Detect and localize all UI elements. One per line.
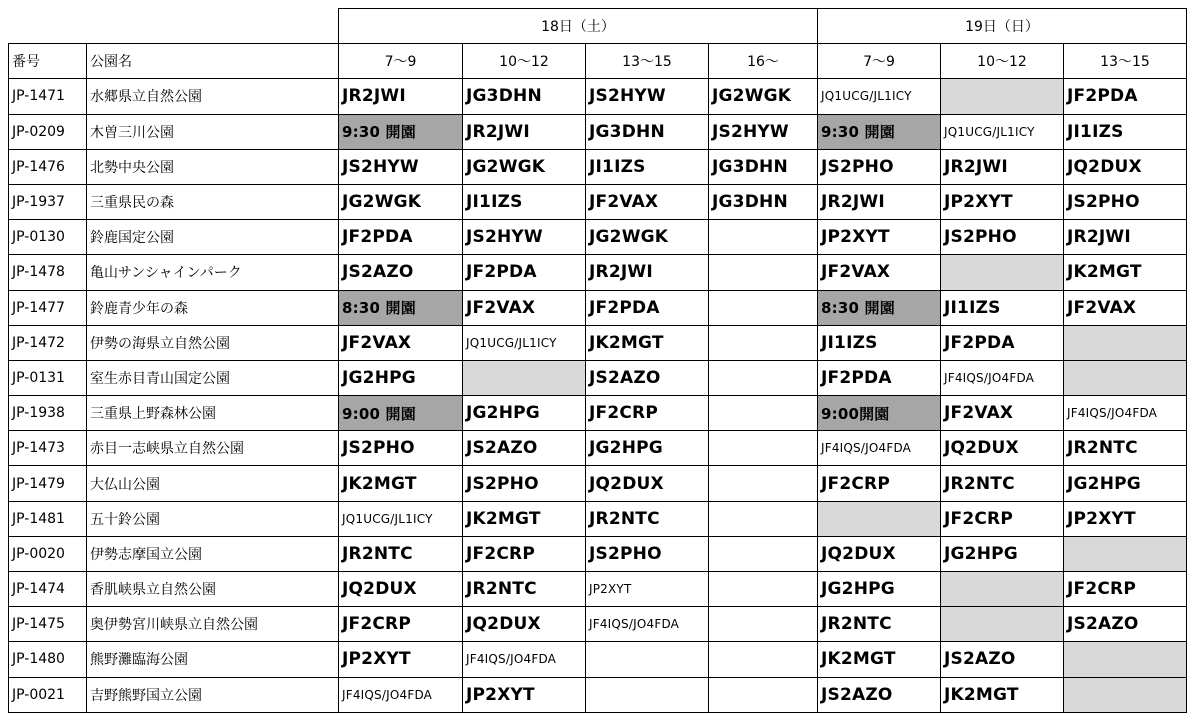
table-row <box>9 677 1187 712</box>
slot-header: 7〜9 <box>339 44 463 79</box>
unavailable-slot-cell <box>941 255 1064 290</box>
operator-callsign-cell: JF4IQS/JO4FDA <box>818 431 941 466</box>
opening-time-cell: 9:00開園 <box>818 396 941 431</box>
slot-header: 7〜9 <box>818 44 941 79</box>
operator-callsign-cell: JS2HYW <box>339 149 463 184</box>
table-row <box>9 572 1187 607</box>
table-row <box>9 536 1187 571</box>
table-row <box>9 325 1187 360</box>
operator-callsign-cell: JR2JWI <box>463 114 586 149</box>
operator-callsign-cell: JS2AZO <box>818 677 941 712</box>
park-number-cell: JP-1477 <box>9 290 87 325</box>
operator-callsign-cell: JP2XYT <box>1064 501 1187 536</box>
operator-callsign-cell: JF2VAX <box>1064 290 1187 325</box>
operator-callsign-cell: JF2PDA <box>1064 79 1187 114</box>
operator-callsign-cell: JF2PDA <box>941 325 1064 360</box>
unavailable-slot-cell <box>941 607 1064 642</box>
operator-callsign-cell: JR2NTC <box>586 501 709 536</box>
park-name-cell: 鈴鹿青少年の森 <box>87 290 339 325</box>
park-name-cell: 三重県民の森 <box>87 184 339 219</box>
empty-slot-cell <box>709 255 818 290</box>
park-name-cell: 赤目一志峡県立自然公園 <box>87 431 339 466</box>
park-number-cell: JP-1472 <box>9 325 87 360</box>
park-number-cell: JP-1475 <box>9 607 87 642</box>
operator-callsign-cell: JF2CRP <box>586 396 709 431</box>
operator-callsign-cell: JP2XYT <box>339 642 463 677</box>
operator-callsign-cell: JG2HPG <box>818 572 941 607</box>
park-number-cell: JP-0021 <box>9 677 87 712</box>
operator-callsign-cell: JG2WGK <box>463 149 586 184</box>
operator-callsign-cell: JS2AZO <box>586 360 709 395</box>
park-number-cell: JP-1471 <box>9 79 87 114</box>
operator-callsign-cell: JI1IZS <box>463 184 586 219</box>
operator-callsign-cell: JS2AZO <box>339 255 463 290</box>
park-number-cell: JP-0020 <box>9 536 87 571</box>
park-name-cell: 香肌峡県立自然公園 <box>87 572 339 607</box>
operator-callsign-cell: JQ1UCG/JL1ICY <box>339 501 463 536</box>
table-row <box>9 396 1187 431</box>
table-row <box>9 607 1187 642</box>
operator-callsign-cell: JF2CRP <box>339 607 463 642</box>
operator-callsign-cell: JF4IQS/JO4FDA <box>941 360 1064 395</box>
operator-callsign-cell: JS2PHO <box>818 149 941 184</box>
operator-callsign-cell: JK2MGT <box>463 501 586 536</box>
operator-callsign-cell: JG2HPG <box>941 536 1064 571</box>
operator-callsign-cell: JS2PHO <box>339 431 463 466</box>
park-name-cell: 五十鈴公園 <box>87 501 339 536</box>
slot-header-row <box>9 44 1187 79</box>
operator-callsign-cell: JI1IZS <box>1064 114 1187 149</box>
empty-slot-cell <box>709 607 818 642</box>
empty-slot-cell <box>709 536 818 571</box>
table-row <box>9 220 1187 255</box>
operator-callsign-cell: JF2VAX <box>463 290 586 325</box>
operator-callsign-cell: JS2PHO <box>1064 184 1187 219</box>
operator-callsign-cell: JG2HPG <box>586 431 709 466</box>
operator-callsign-cell: JG3DHN <box>586 114 709 149</box>
table-row <box>9 255 1187 290</box>
operator-callsign-cell: JF2VAX <box>941 396 1064 431</box>
unavailable-slot-cell <box>1064 360 1187 395</box>
operator-callsign-cell: JI1IZS <box>586 149 709 184</box>
operator-callsign-cell: JF2CRP <box>463 536 586 571</box>
operator-callsign-cell: JQ1UCG/JL1ICY <box>941 114 1064 149</box>
operator-callsign-cell: JF4IQS/JO4FDA <box>463 642 586 677</box>
operator-callsign-cell: JP2XYT <box>941 184 1064 219</box>
operator-callsign-cell: JF2CRP <box>1064 572 1187 607</box>
operator-callsign-cell: JK2MGT <box>339 466 463 501</box>
operator-callsign-cell: JR2NTC <box>1064 431 1187 466</box>
empty-slot-cell <box>709 642 818 677</box>
operator-callsign-cell: JK2MGT <box>818 642 941 677</box>
empty-slot-cell <box>586 677 709 712</box>
park-number-cell: JP-1473 <box>9 431 87 466</box>
operator-callsign-cell: JQ2DUX <box>463 607 586 642</box>
empty-slot-cell <box>709 396 818 431</box>
unavailable-slot-cell <box>1064 536 1187 571</box>
schedule-table <box>8 8 1187 713</box>
operator-callsign-cell: JF2PDA <box>339 220 463 255</box>
header-corner <box>9 9 339 44</box>
park-number-cell: JP-1481 <box>9 501 87 536</box>
park-name-cell: 奥伊勢宮川峡県立自然公園 <box>87 607 339 642</box>
park-number-cell: JP-0209 <box>9 114 87 149</box>
operator-callsign-cell: JG2HPG <box>463 396 586 431</box>
operator-callsign-cell: JS2AZO <box>463 431 586 466</box>
operator-callsign-cell: JR2NTC <box>463 572 586 607</box>
operator-callsign-cell: JG3DHN <box>709 149 818 184</box>
operator-callsign-cell: JI1IZS <box>941 290 1064 325</box>
park-number-cell: JP-1474 <box>9 572 87 607</box>
opening-time-cell: 9:30 開園 <box>818 114 941 149</box>
park-name-cell: 水郷県立自然公園 <box>87 79 339 114</box>
operator-callsign-cell: JG2WGK <box>586 220 709 255</box>
slot-header: 16〜 <box>709 44 818 79</box>
park-number-cell: JP-0131 <box>9 360 87 395</box>
park-number-cell: JP-1476 <box>9 149 87 184</box>
unavailable-slot-cell <box>818 501 941 536</box>
operator-callsign-cell: JF4IQS/JO4FDA <box>586 607 709 642</box>
unavailable-slot-cell <box>941 79 1064 114</box>
park-name-cell: 室生赤目青山国定公園 <box>87 360 339 395</box>
operator-callsign-cell: JQ1UCG/JL1ICY <box>463 325 586 360</box>
operator-callsign-cell: JG2HPG <box>1064 466 1187 501</box>
park-name-column-header: 公園名 <box>87 44 339 79</box>
park-number-cell: JP-0130 <box>9 220 87 255</box>
operator-callsign-cell: JF2CRP <box>941 501 1064 536</box>
operator-callsign-cell: JQ2DUX <box>586 466 709 501</box>
operator-callsign-cell: JK2MGT <box>586 325 709 360</box>
slot-header: 13〜15 <box>586 44 709 79</box>
opening-time-cell: 9:30 開園 <box>339 114 463 149</box>
park-name-cell: 木曽三川公園 <box>87 114 339 149</box>
unavailable-slot-cell <box>1064 325 1187 360</box>
operator-callsign-cell: JF2VAX <box>586 184 709 219</box>
table-row <box>9 149 1187 184</box>
park-name-cell: 北勢中央公園 <box>87 149 339 184</box>
park-number-cell: JP-1938 <box>9 396 87 431</box>
empty-slot-cell <box>709 431 818 466</box>
park-name-cell: 吉野熊野国立公園 <box>87 677 339 712</box>
operator-callsign-cell: JF2PDA <box>586 290 709 325</box>
park-number-cell: JP-1937 <box>9 184 87 219</box>
operator-callsign-cell: JF2CRP <box>818 466 941 501</box>
operator-callsign-cell: JI1IZS <box>818 325 941 360</box>
park-name-cell: 伊勢の海県立自然公園 <box>87 325 339 360</box>
slot-header: 13〜15 <box>1064 44 1187 79</box>
operator-callsign-cell: JS2AZO <box>941 642 1064 677</box>
operator-callsign-cell: JQ2DUX <box>818 536 941 571</box>
empty-slot-cell <box>709 290 818 325</box>
operator-callsign-cell: JK2MGT <box>941 677 1064 712</box>
table-row <box>9 642 1187 677</box>
empty-slot-cell <box>709 466 818 501</box>
slot-header: 10〜12 <box>941 44 1064 79</box>
date-header-day1: 18日（土） <box>339 9 818 44</box>
operator-callsign-cell: JF2VAX <box>339 325 463 360</box>
empty-slot-cell <box>709 501 818 536</box>
operator-callsign-cell: JK2MGT <box>1064 255 1187 290</box>
operator-callsign-cell: JS2PHO <box>463 466 586 501</box>
operator-callsign-cell: JS2HYW <box>709 114 818 149</box>
table-row <box>9 431 1187 466</box>
operator-callsign-cell: JS2AZO <box>1064 607 1187 642</box>
operator-callsign-cell: JS2HYW <box>463 220 586 255</box>
park-name-cell: 亀山サンシャインパーク <box>87 255 339 290</box>
operator-callsign-cell: JS2PHO <box>586 536 709 571</box>
empty-slot-cell <box>709 360 818 395</box>
operator-callsign-cell: JF4IQS/JO4FDA <box>339 677 463 712</box>
table-row <box>9 360 1187 395</box>
operator-callsign-cell: JR2JWI <box>339 79 463 114</box>
park-number-cell: JP-1479 <box>9 466 87 501</box>
operator-callsign-cell: JR2JWI <box>818 184 941 219</box>
table-row <box>9 501 1187 536</box>
park-name-cell: 鈴鹿国定公園 <box>87 220 339 255</box>
table-row <box>9 114 1187 149</box>
operator-callsign-cell: JR2NTC <box>818 607 941 642</box>
opening-time-cell: 8:30 開園 <box>339 290 463 325</box>
slot-header: 10〜12 <box>463 44 586 79</box>
operator-callsign-cell: JG3DHN <box>463 79 586 114</box>
operator-callsign-cell: JG3DHN <box>709 184 818 219</box>
operator-callsign-cell: JR2NTC <box>339 536 463 571</box>
empty-slot-cell <box>709 677 818 712</box>
unavailable-slot-cell <box>463 360 586 395</box>
unavailable-slot-cell <box>1064 677 1187 712</box>
park-name-cell: 大仏山公園 <box>87 466 339 501</box>
operator-callsign-cell: JR2JWI <box>941 149 1064 184</box>
table-row <box>9 184 1187 219</box>
empty-slot-cell <box>709 325 818 360</box>
operator-callsign-cell: JF2PDA <box>463 255 586 290</box>
empty-slot-cell <box>709 572 818 607</box>
table-row <box>9 466 1187 501</box>
operator-callsign-cell: JP2XYT <box>586 572 709 607</box>
date-header-day2: 19日（日） <box>818 9 1187 44</box>
park-number-cell: JP-1480 <box>9 642 87 677</box>
date-header-row <box>9 9 1187 44</box>
operator-callsign-cell: JG2WGK <box>339 184 463 219</box>
operator-callsign-cell: JP2XYT <box>463 677 586 712</box>
park-name-cell: 伊勢志摩国立公園 <box>87 536 339 571</box>
operator-callsign-cell: JR2NTC <box>941 466 1064 501</box>
opening-time-cell: 8:30 開園 <box>818 290 941 325</box>
operator-callsign-cell: JG2WGK <box>709 79 818 114</box>
empty-slot-cell <box>709 220 818 255</box>
park-name-cell: 熊野灘臨海公園 <box>87 642 339 677</box>
operator-callsign-cell: JF2PDA <box>818 360 941 395</box>
park-number-cell: JP-1478 <box>9 255 87 290</box>
operator-callsign-cell: JS2PHO <box>941 220 1064 255</box>
park-name-cell: 三重県上野森林公園 <box>87 396 339 431</box>
operator-callsign-cell: JF2VAX <box>818 255 941 290</box>
operator-callsign-cell: JQ1UCG/JL1ICY <box>818 79 941 114</box>
empty-slot-cell <box>586 642 709 677</box>
unavailable-slot-cell <box>1064 642 1187 677</box>
opening-time-cell: 9:00 開園 <box>339 396 463 431</box>
operator-callsign-cell: JQ2DUX <box>941 431 1064 466</box>
operator-callsign-cell: JF4IQS/JO4FDA <box>1064 396 1187 431</box>
unavailable-slot-cell <box>941 572 1064 607</box>
operator-callsign-cell: JR2JWI <box>586 255 709 290</box>
operator-callsign-cell: JS2HYW <box>586 79 709 114</box>
operator-callsign-cell: JR2JWI <box>1064 220 1187 255</box>
table-row <box>9 79 1187 114</box>
number-column-header: 番号 <box>9 44 87 79</box>
operator-callsign-cell: JP2XYT <box>818 220 941 255</box>
operator-callsign-cell: JQ2DUX <box>1064 149 1187 184</box>
operator-callsign-cell: JG2HPG <box>339 360 463 395</box>
operator-callsign-cell: JQ2DUX <box>339 572 463 607</box>
table-row <box>9 290 1187 325</box>
